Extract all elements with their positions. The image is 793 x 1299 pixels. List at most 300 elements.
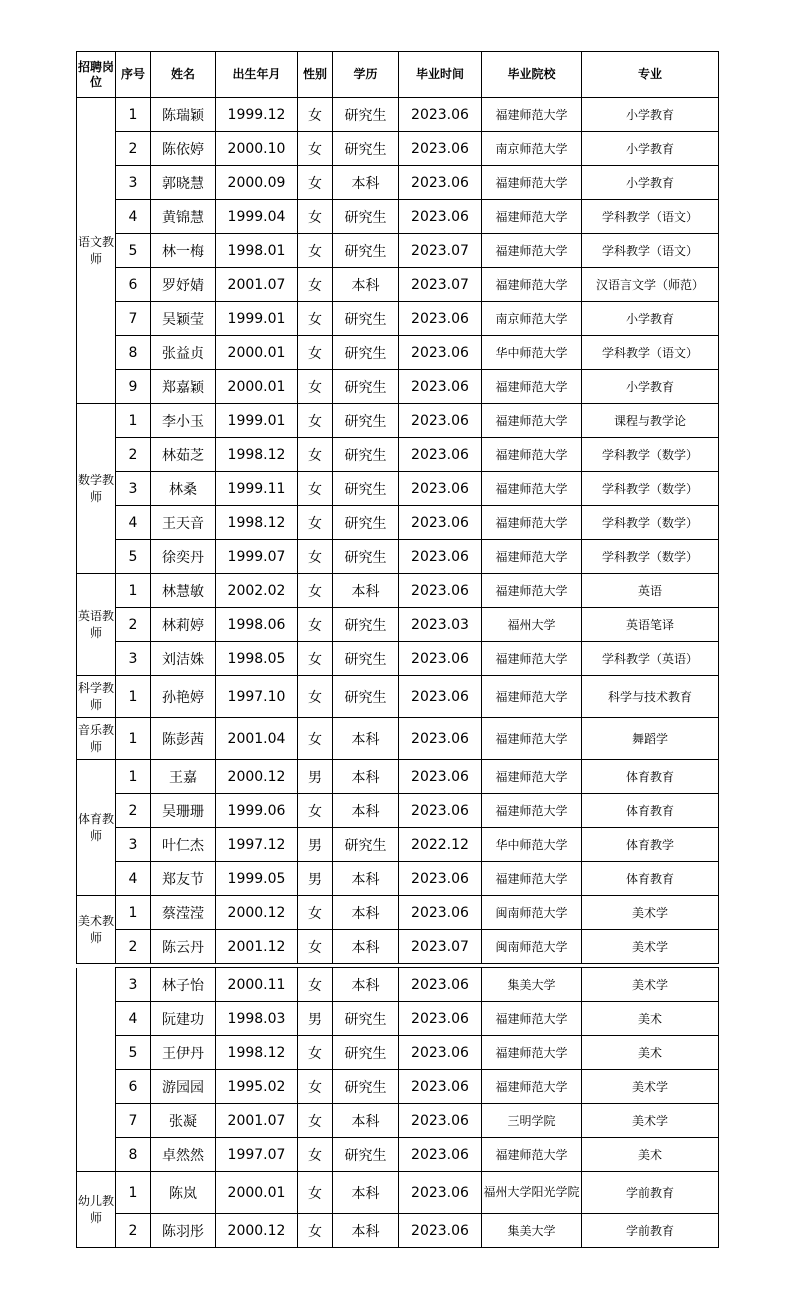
education-cell: 本科: [333, 1172, 399, 1214]
birth-date-cell: 1999.04: [216, 200, 298, 234]
row-number-cell: 4: [116, 862, 151, 896]
gender-cell: 女: [298, 1138, 333, 1172]
candidate-name-cell: 郭晓慧: [151, 166, 216, 200]
grad-date-cell: 2023.06: [399, 302, 482, 336]
grad-date-cell: 2023.06: [399, 1138, 482, 1172]
school-cell: 福建师范大学: [482, 98, 582, 132]
row-number-cell: 7: [116, 302, 151, 336]
position-cell: 体育教师: [77, 760, 116, 896]
recruitment-table-page-2: [76, 967, 719, 1248]
major-cell: 学科教学（数学）: [582, 540, 719, 574]
major-cell: 体育教学: [582, 828, 719, 862]
school-cell: 福州大学阳光学院: [482, 1172, 582, 1214]
candidate-name-cell: 陈岚: [151, 1172, 216, 1214]
school-cell: 福建师范大学: [482, 642, 582, 676]
education-cell: 本科: [333, 896, 399, 930]
row-number-cell: 5: [116, 1036, 151, 1070]
table-row: [77, 438, 719, 472]
row-number-cell: 1: [116, 896, 151, 930]
school-cell: 华中师范大学: [482, 828, 582, 862]
birth-date-cell: 2001.07: [216, 1104, 298, 1138]
candidate-name-cell: 游园园: [151, 1070, 216, 1104]
school-cell: 福建师范大学: [482, 166, 582, 200]
candidate-name-cell: 陈云丹: [151, 930, 216, 964]
birth-date-cell: 1995.02: [216, 1070, 298, 1104]
gender-cell: 女: [298, 642, 333, 676]
grad-date-cell: 2023.06: [399, 718, 482, 760]
school-cell: 南京师范大学: [482, 132, 582, 166]
candidate-name-cell: 陈依婷: [151, 132, 216, 166]
candidate-name-cell: 王嘉: [151, 760, 216, 794]
school-cell: 福建师范大学: [482, 574, 582, 608]
school-cell: 福建师范大学: [482, 718, 582, 760]
row-number-cell: 8: [116, 1138, 151, 1172]
education-cell: 研究生: [333, 1002, 399, 1036]
birth-date-cell: 2002.02: [216, 574, 298, 608]
gender-cell: 女: [298, 968, 333, 1002]
major-cell: 学前教育: [582, 1172, 719, 1214]
header-grad-date: 毕业时间: [399, 52, 482, 98]
table-row: [77, 760, 719, 794]
row-number-cell: 4: [116, 1002, 151, 1036]
candidate-name-cell: 吴颖莹: [151, 302, 216, 336]
birth-date-cell: 2000.09: [216, 166, 298, 200]
table-row: [77, 370, 719, 404]
grad-date-cell: 2023.06: [399, 370, 482, 404]
gender-cell: 女: [298, 896, 333, 930]
birth-date-cell: 2000.12: [216, 760, 298, 794]
header-position: [77, 52, 116, 98]
major-cell: 学科教学（语文）: [582, 234, 719, 268]
major-cell: 美术学: [582, 1070, 719, 1104]
education-cell: 研究生: [333, 506, 399, 540]
candidate-name-cell: 孙艳婷: [151, 676, 216, 718]
gender-cell: 女: [298, 506, 333, 540]
header-row: [77, 52, 719, 98]
education-cell: 研究生: [333, 540, 399, 574]
school-cell: 华中师范大学: [482, 336, 582, 370]
row-number-cell: 5: [116, 540, 151, 574]
major-cell: 美术: [582, 1138, 719, 1172]
major-cell: 小学教育: [582, 166, 719, 200]
birth-date-cell: 1999.07: [216, 540, 298, 574]
school-cell: 福建师范大学: [482, 1138, 582, 1172]
major-cell: 英语笔译: [582, 608, 719, 642]
grad-date-cell: 2023.06: [399, 404, 482, 438]
school-cell: 福建师范大学: [482, 200, 582, 234]
major-cell: 美术: [582, 1002, 719, 1036]
gender-cell: 女: [298, 472, 333, 506]
grad-date-cell: 2023.06: [399, 1036, 482, 1070]
school-cell: 福建师范大学: [482, 404, 582, 438]
gender-cell: 男: [298, 862, 333, 896]
school-cell: 福建师范大学: [482, 1036, 582, 1070]
grad-date-cell: 2023.06: [399, 336, 482, 370]
school-cell: 南京师范大学: [482, 302, 582, 336]
gender-cell: 女: [298, 574, 333, 608]
education-cell: 研究生: [333, 438, 399, 472]
birth-date-cell: 1998.12: [216, 438, 298, 472]
header-no-label: 序号: [120, 67, 145, 81]
row-number-cell: 2: [116, 132, 151, 166]
major-cell: 学前教育: [582, 1214, 719, 1248]
education-cell: 本科: [333, 718, 399, 760]
table-row: [77, 1172, 719, 1214]
major-cell: 英语: [582, 574, 719, 608]
grad-date-cell: 2023.06: [399, 862, 482, 896]
row-number-cell: 2: [116, 608, 151, 642]
gender-cell: 女: [298, 132, 333, 166]
gender-cell: 女: [298, 1104, 333, 1138]
table-row: [77, 132, 719, 166]
table-row: [77, 268, 719, 302]
grad-date-cell: 2023.06: [399, 1070, 482, 1104]
table-row: [77, 676, 719, 718]
grad-date-cell: 2023.06: [399, 438, 482, 472]
gender-cell: 女: [298, 1070, 333, 1104]
education-cell: 研究生: [333, 472, 399, 506]
grad-date-cell: 2023.07: [399, 234, 482, 268]
header-name: 姓名: [151, 52, 216, 98]
birth-date-cell: 2001.04: [216, 718, 298, 760]
major-cell: 学科教学（语文）: [582, 336, 719, 370]
header-school: 毕业院校: [482, 52, 582, 98]
school-cell: 福建师范大学: [482, 676, 582, 718]
school-cell: 福建师范大学: [482, 506, 582, 540]
grad-date-cell: 2023.06: [399, 1104, 482, 1138]
education-cell: 研究生: [333, 642, 399, 676]
gender-cell: 女: [298, 166, 333, 200]
row-number-cell: 3: [116, 472, 151, 506]
grad-date-cell: 2023.06: [399, 200, 482, 234]
major-cell: 学科教学（语文）: [582, 200, 719, 234]
birth-date-cell: 1999.11: [216, 472, 298, 506]
birth-date-cell: 1998.01: [216, 234, 298, 268]
candidate-name-cell: 陈羽彤: [151, 1214, 216, 1248]
row-number-cell: 2: [116, 1214, 151, 1248]
education-cell: 本科: [333, 930, 399, 964]
birth-date-cell: 1998.12: [216, 1036, 298, 1070]
gender-cell: 女: [298, 718, 333, 760]
grad-date-cell: 2023.06: [399, 676, 482, 718]
school-cell: 集美大学: [482, 1214, 582, 1248]
position-cell: 音乐教师: [77, 718, 116, 760]
table-row: [77, 1104, 719, 1138]
table-row: [77, 234, 719, 268]
candidate-name-cell: 刘洁姝: [151, 642, 216, 676]
position-cell: 数学教师: [77, 404, 116, 574]
birth-date-cell: 1998.06: [216, 608, 298, 642]
birth-date-cell: 1997.12: [216, 828, 298, 862]
header-birth: 出生年月: [216, 52, 298, 98]
grad-date-cell: 2023.03: [399, 608, 482, 642]
grad-date-cell: 2023.06: [399, 574, 482, 608]
education-cell: 本科: [333, 268, 399, 302]
education-cell: 研究生: [333, 1070, 399, 1104]
grad-date-cell: 2023.06: [399, 472, 482, 506]
table-row: [77, 718, 719, 760]
candidate-name-cell: 陈彭茜: [151, 718, 216, 760]
major-cell: 学科教学（数学）: [582, 472, 719, 506]
major-cell: 小学教育: [582, 370, 719, 404]
row-number-cell: 6: [116, 1070, 151, 1104]
header-major: 专业: [582, 52, 719, 98]
gender-cell: 男: [298, 1002, 333, 1036]
birth-date-cell: 1997.10: [216, 676, 298, 718]
gender-cell: 女: [298, 234, 333, 268]
candidate-name-cell: 林子怡: [151, 968, 216, 1002]
school-cell: 福州大学: [482, 608, 582, 642]
row-number-cell: 1: [116, 1172, 151, 1214]
birth-date-cell: 2000.11: [216, 968, 298, 1002]
table-row: [77, 794, 719, 828]
major-cell: 舞蹈学: [582, 718, 719, 760]
school-cell: 福建师范大学: [482, 234, 582, 268]
education-cell: 研究生: [333, 828, 399, 862]
gender-cell: 女: [298, 1214, 333, 1248]
position-cell: 美术教师: [77, 896, 116, 964]
position-cell: [77, 968, 116, 1172]
table-row: [77, 1070, 719, 1104]
grad-date-cell: 2023.06: [399, 760, 482, 794]
major-cell: 课程与教学论: [582, 404, 719, 438]
major-cell: 美术学: [582, 896, 719, 930]
major-cell: 小学教育: [582, 98, 719, 132]
gender-cell: 女: [298, 794, 333, 828]
major-cell: 汉语言文学（师范）: [582, 268, 719, 302]
table-row: [77, 862, 719, 896]
education-cell: 研究生: [333, 404, 399, 438]
school-cell: 福建师范大学: [482, 862, 582, 896]
table-row: [77, 302, 719, 336]
education-cell: 本科: [333, 862, 399, 896]
table-row: [77, 336, 719, 370]
header-no: [116, 52, 151, 98]
grad-date-cell: 2023.06: [399, 794, 482, 828]
education-cell: 研究生: [333, 200, 399, 234]
gender-cell: 男: [298, 760, 333, 794]
gender-cell: 女: [298, 98, 333, 132]
school-cell: 福建师范大学: [482, 540, 582, 574]
education-cell: 研究生: [333, 676, 399, 718]
education-cell: 研究生: [333, 98, 399, 132]
table-row: [77, 98, 719, 132]
birth-date-cell: 1997.07: [216, 1138, 298, 1172]
education-cell: 本科: [333, 760, 399, 794]
education-cell: 本科: [333, 968, 399, 1002]
gender-cell: 女: [298, 1172, 333, 1214]
table-row: [77, 1138, 719, 1172]
grad-date-cell: 2023.06: [399, 1172, 482, 1214]
row-number-cell: 1: [116, 760, 151, 794]
major-cell: 美术学: [582, 1104, 719, 1138]
position-cell: 英语教师: [77, 574, 116, 676]
birth-date-cell: 1999.01: [216, 404, 298, 438]
major-cell: 体育教育: [582, 794, 719, 828]
table-row: [77, 642, 719, 676]
candidate-name-cell: 林一梅: [151, 234, 216, 268]
school-cell: 福建师范大学: [482, 370, 582, 404]
recruitment-table-page-1: [76, 51, 719, 964]
education-cell: 研究生: [333, 234, 399, 268]
school-cell: 福建师范大学: [482, 1070, 582, 1104]
gender-cell: 男: [298, 828, 333, 862]
row-number-cell: 3: [116, 828, 151, 862]
education-cell: 研究生: [333, 1036, 399, 1070]
grad-date-cell: 2023.06: [399, 968, 482, 1002]
major-cell: 体育教育: [582, 760, 719, 794]
birth-date-cell: 2000.01: [216, 1172, 298, 1214]
major-cell: 学科教学（英语）: [582, 642, 719, 676]
table-row: [77, 200, 719, 234]
birth-date-cell: 1999.12: [216, 98, 298, 132]
candidate-name-cell: 李小玉: [151, 404, 216, 438]
birth-date-cell: 2000.12: [216, 896, 298, 930]
table-row: [77, 540, 719, 574]
birth-date-cell: 2000.01: [216, 370, 298, 404]
row-number-cell: 9: [116, 370, 151, 404]
position-cell: 幼儿教师: [77, 1172, 116, 1248]
gender-cell: 女: [298, 438, 333, 472]
candidate-name-cell: 蔡滢滢: [151, 896, 216, 930]
header-gender: [298, 52, 333, 98]
table-row: [77, 608, 719, 642]
school-cell: 福建师范大学: [482, 1002, 582, 1036]
birth-date-cell: 2000.12: [216, 1214, 298, 1248]
birth-date-cell: 2001.07: [216, 268, 298, 302]
header-position-label: 招聘岗位: [77, 59, 114, 89]
birth-date-cell: 1998.05: [216, 642, 298, 676]
candidate-name-cell: 林茹芝: [151, 438, 216, 472]
birth-date-cell: 1999.05: [216, 862, 298, 896]
major-cell: 科学与技术教育: [582, 676, 719, 718]
table-row: [77, 404, 719, 438]
row-number-cell: 2: [116, 438, 151, 472]
candidate-name-cell: 罗妤婧: [151, 268, 216, 302]
gender-cell: 女: [298, 1036, 333, 1070]
candidate-name-cell: 王伊丹: [151, 1036, 216, 1070]
candidate-name-cell: 吴珊珊: [151, 794, 216, 828]
education-cell: 研究生: [333, 608, 399, 642]
gender-cell: 女: [298, 608, 333, 642]
gender-cell: 女: [298, 540, 333, 574]
header-education: 学历: [333, 52, 399, 98]
education-cell: 研究生: [333, 370, 399, 404]
birth-date-cell: 1998.12: [216, 506, 298, 540]
position-cell: 科学教师: [77, 676, 116, 718]
birth-date-cell: 2000.10: [216, 132, 298, 166]
grad-date-cell: 2023.06: [399, 1214, 482, 1248]
row-number-cell: 5: [116, 234, 151, 268]
gender-cell: 女: [298, 370, 333, 404]
school-cell: 闽南师范大学: [482, 896, 582, 930]
school-cell: 福建师范大学: [482, 438, 582, 472]
row-number-cell: 7: [116, 1104, 151, 1138]
header-gender-label: 性别: [302, 67, 327, 81]
table-row: [77, 1002, 719, 1036]
grad-date-cell: 2023.06: [399, 896, 482, 930]
row-number-cell: 6: [116, 268, 151, 302]
gender-cell: 女: [298, 268, 333, 302]
birth-date-cell: 2001.12: [216, 930, 298, 964]
table-row: [77, 1036, 719, 1070]
grad-date-cell: 2023.07: [399, 930, 482, 964]
grad-date-cell: 2023.06: [399, 642, 482, 676]
row-number-cell: 8: [116, 336, 151, 370]
grad-date-cell: 2023.06: [399, 98, 482, 132]
row-number-cell: 3: [116, 166, 151, 200]
education-cell: 研究生: [333, 302, 399, 336]
grad-date-cell: 2022.12: [399, 828, 482, 862]
major-cell: 美术学: [582, 930, 719, 964]
education-cell: 研究生: [333, 1138, 399, 1172]
education-cell: 本科: [333, 1214, 399, 1248]
major-cell: 美术: [582, 1036, 719, 1070]
gender-cell: 女: [298, 930, 333, 964]
row-number-cell: 4: [116, 200, 151, 234]
major-cell: 小学教育: [582, 132, 719, 166]
table-row: [77, 968, 719, 1002]
birth-date-cell: 1999.06: [216, 794, 298, 828]
table-row: [77, 828, 719, 862]
candidate-name-cell: 郑友节: [151, 862, 216, 896]
candidate-name-cell: 林慧敏: [151, 574, 216, 608]
candidate-name-cell: 林桑: [151, 472, 216, 506]
row-number-cell: 1: [116, 574, 151, 608]
grad-date-cell: 2023.07: [399, 268, 482, 302]
major-cell: 美术学: [582, 968, 719, 1002]
grad-date-cell: 2023.06: [399, 506, 482, 540]
table-row: [77, 574, 719, 608]
candidate-name-cell: 徐奕丹: [151, 540, 216, 574]
gender-cell: 女: [298, 404, 333, 438]
grad-date-cell: 2023.06: [399, 132, 482, 166]
row-number-cell: 4: [116, 506, 151, 540]
table-row: [77, 472, 719, 506]
grad-date-cell: 2023.06: [399, 1002, 482, 1036]
education-cell: 本科: [333, 794, 399, 828]
birth-date-cell: 1999.01: [216, 302, 298, 336]
education-cell: 研究生: [333, 132, 399, 166]
row-number-cell: 2: [116, 794, 151, 828]
school-cell: 闽南师范大学: [482, 930, 582, 964]
grad-date-cell: 2023.06: [399, 540, 482, 574]
major-cell: 学科教学（数学）: [582, 506, 719, 540]
table-row: [77, 506, 719, 540]
candidate-name-cell: 王天音: [151, 506, 216, 540]
candidate-name-cell: 阮建功: [151, 1002, 216, 1036]
candidate-name-cell: 张益贞: [151, 336, 216, 370]
candidate-name-cell: 林莉婷: [151, 608, 216, 642]
education-cell: 本科: [333, 574, 399, 608]
table-row: [77, 1214, 719, 1248]
row-number-cell: 3: [116, 642, 151, 676]
row-number-cell: 3: [116, 968, 151, 1002]
grad-date-cell: 2023.06: [399, 166, 482, 200]
row-number-cell: 1: [116, 718, 151, 760]
education-cell: 本科: [333, 1104, 399, 1138]
school-cell: 集美大学: [482, 968, 582, 1002]
education-cell: 研究生: [333, 336, 399, 370]
gender-cell: 女: [298, 336, 333, 370]
birth-date-cell: 2000.01: [216, 336, 298, 370]
table-row: [77, 166, 719, 200]
candidate-name-cell: 黄锦慧: [151, 200, 216, 234]
gender-cell: 女: [298, 302, 333, 336]
position-cell: 语文教师: [77, 98, 116, 404]
row-number-cell: 1: [116, 98, 151, 132]
birth-date-cell: 1998.03: [216, 1002, 298, 1036]
